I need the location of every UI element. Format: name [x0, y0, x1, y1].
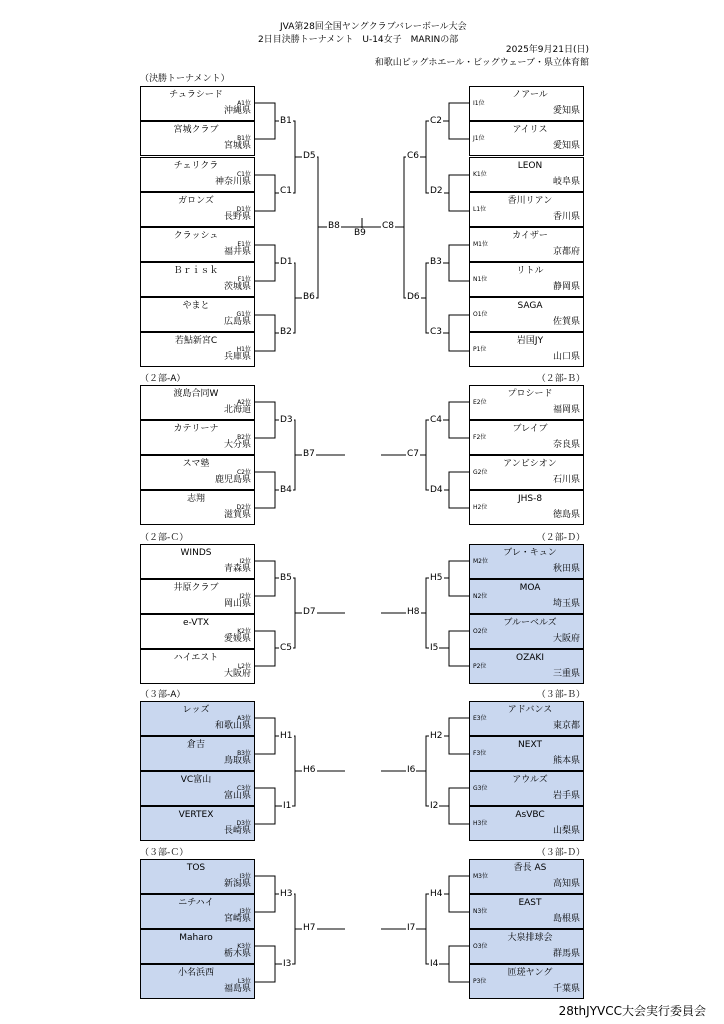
team-box: [469, 297, 584, 332]
match-label: B8: [328, 221, 340, 231]
match-label: B7: [303, 449, 315, 459]
seed-label: M1位: [473, 241, 488, 248]
team-box: [469, 455, 584, 490]
team-prefecture: 群馬県: [552, 949, 580, 959]
match-label: I6: [407, 765, 416, 775]
team-box: [140, 579, 255, 614]
tournament-title: JVA第28回全国ヤングクラブバレーボール大会: [280, 22, 467, 32]
team-box: [140, 771, 255, 806]
team-name: OZAKI: [516, 653, 544, 663]
seed-label: H1位: [236, 346, 251, 353]
team-prefecture: 京都府: [552, 247, 580, 257]
seed-label: M3位: [473, 873, 488, 880]
team-prefecture: 福井県: [223, 247, 251, 257]
team-prefecture: 神奈川県: [214, 177, 251, 187]
match-label: C7: [407, 449, 420, 459]
seed-label: D3位: [236, 820, 251, 827]
team-name: アイリス: [512, 125, 548, 135]
match-label: I5: [430, 643, 439, 653]
team-box: [140, 192, 255, 227]
team-name: ガロンズ: [178, 196, 214, 206]
team-prefecture: 宮城県: [223, 141, 251, 151]
team-name: ブレイブ: [512, 424, 548, 434]
match-label: C8: [382, 221, 395, 231]
team-prefecture: 長崎県: [223, 826, 251, 836]
seed-label: I2位: [239, 558, 251, 565]
seed-label: K3位: [237, 943, 251, 950]
team-name: 香川リアン: [507, 196, 553, 206]
team-prefecture: 山梨県: [552, 826, 580, 836]
seed-label: B3位: [237, 750, 251, 757]
seed-label: B2位: [237, 434, 251, 441]
team-box: [140, 894, 255, 929]
team-name: スマ塾: [182, 459, 210, 469]
team-box: [140, 859, 255, 894]
team-box: [469, 121, 584, 156]
team-prefecture: 静岡県: [552, 282, 580, 292]
team-name: 倉吉: [186, 740, 205, 750]
team-box: [469, 86, 584, 121]
team-box: [140, 262, 255, 297]
match-label: B6: [303, 292, 315, 302]
match-label: D5: [303, 151, 316, 161]
team-box: [140, 86, 255, 121]
team-box: [469, 544, 584, 579]
team-name: プロシード: [507, 389, 553, 399]
seed-label: P1位: [473, 346, 487, 353]
team-name: カテリーナ: [173, 424, 219, 434]
seed-label: A3位: [237, 715, 251, 722]
team-box: [140, 649, 255, 684]
match-label: B2: [280, 327, 292, 337]
team-prefecture: 愛媛県: [223, 634, 251, 644]
organizer-footer: 28thJYVCC大会実行委員会: [558, 1004, 706, 1018]
team-prefecture: 滋賀県: [223, 510, 251, 520]
match-label: I4: [430, 959, 439, 969]
seed-label: J1位: [473, 135, 485, 142]
match-label: B3: [430, 257, 442, 267]
team-name: WINDS: [180, 548, 212, 558]
event-venue: 和歌山ビッグホエール・ビッグウェーブ・県立体育館: [374, 58, 589, 68]
team-prefecture: 奈良県: [552, 440, 580, 450]
match-label: I3: [283, 959, 292, 969]
seed-label: P3位: [473, 978, 487, 985]
team-prefecture: 福岡県: [552, 405, 580, 415]
team-name: NEXT: [518, 740, 542, 750]
team-box: [469, 649, 584, 684]
team-name: e-VTX: [182, 618, 210, 628]
team-prefecture: 沖縄県: [223, 106, 251, 116]
team-prefecture: 福島県: [223, 984, 251, 994]
team-box: [140, 157, 255, 192]
team-prefecture: 高知県: [552, 879, 580, 889]
team-prefecture: 富山県: [223, 791, 251, 801]
team-name: チェリクラ: [173, 161, 219, 171]
team-prefecture: 栃木県: [223, 949, 251, 959]
seed-label: O2位: [473, 628, 488, 635]
section-label-div3a: （３部-A）: [140, 690, 186, 700]
team-prefecture: 熊本県: [552, 756, 580, 766]
match-label: H4: [430, 889, 443, 899]
team-prefecture: 三重県: [552, 669, 580, 679]
team-box: [140, 806, 255, 841]
team-name: ブレ・キュン: [503, 548, 557, 558]
team-name: ハイエスト: [173, 653, 219, 663]
match-label: B9: [354, 228, 366, 238]
match-label: I7: [407, 923, 416, 933]
team-box: [469, 490, 584, 525]
team-prefecture: 東京都: [552, 721, 580, 731]
team-box: [469, 262, 584, 297]
team-box: [469, 736, 584, 771]
team-name: 香長 AS: [513, 863, 547, 873]
match-label: B1: [280, 116, 292, 126]
team-box: [469, 385, 584, 420]
team-name: ブルーベルズ: [503, 618, 557, 628]
seed-label: J3位: [239, 908, 251, 915]
team-box: [140, 544, 255, 579]
seed-label: D1位: [236, 206, 251, 213]
team-box: [469, 192, 584, 227]
team-name: Maharo: [179, 933, 213, 943]
match-label: C3: [430, 327, 443, 337]
team-box: [469, 806, 584, 841]
team-name: Ｂｒｉｓｋ: [173, 266, 219, 276]
match-label: D2: [430, 186, 443, 196]
team-box: [140, 420, 255, 455]
team-box: [469, 894, 584, 929]
team-name: 若鮎新宮C: [174, 336, 218, 346]
team-name: EAST: [518, 898, 542, 908]
team-box: [140, 385, 255, 420]
team-name: 渡島合同W: [173, 389, 219, 399]
team-name: 大泉排球会: [507, 933, 553, 943]
team-box: [140, 736, 255, 771]
seed-label: G1位: [236, 311, 251, 318]
team-name: VC富山: [180, 775, 212, 785]
team-box: [140, 701, 255, 736]
team-prefecture: 広島県: [223, 317, 251, 327]
section-label-main: （決勝トーナメント）: [140, 74, 230, 84]
seed-label: G2位: [473, 469, 488, 476]
team-prefecture: 鳥取県: [223, 756, 251, 766]
match-label: C2: [430, 116, 443, 126]
team-name: 志翔: [186, 494, 205, 504]
section-label-div2d: （２部-Ｄ）: [536, 533, 585, 543]
team-prefecture: 岡山県: [223, 599, 251, 609]
section-label-div3c: （３部-Ｃ）: [140, 848, 189, 858]
seed-label: M2位: [473, 558, 488, 565]
team-prefecture: 大阪府: [223, 669, 251, 679]
seed-label: C3位: [236, 785, 251, 792]
team-box: [140, 929, 255, 964]
team-box: [469, 929, 584, 964]
seed-label: A2位: [237, 399, 251, 406]
seed-label: C1位: [236, 171, 251, 178]
seed-label: C2位: [236, 469, 251, 476]
team-prefecture: 岩手県: [552, 791, 580, 801]
team-box: [469, 332, 584, 367]
team-prefecture: 岐阜県: [552, 177, 580, 187]
section-label-div2c: （２部-Ｃ）: [140, 533, 189, 543]
team-box: [469, 771, 584, 806]
seed-label: H3位: [473, 820, 488, 827]
section-label-div2b: （２部-Ｂ）: [536, 374, 585, 384]
match-label: D1: [280, 257, 293, 267]
team-prefecture: 秋田県: [552, 564, 580, 574]
seed-label: L1位: [473, 206, 487, 213]
seed-label: G3位: [473, 785, 488, 792]
team-prefecture: 鹿児島県: [214, 475, 251, 485]
seed-label: O1位: [473, 311, 488, 318]
team-name: チュラシード: [169, 90, 223, 100]
team-box: [469, 157, 584, 192]
team-name: 岩国JY: [516, 336, 544, 346]
team-prefecture: 徳島県: [552, 510, 580, 520]
team-name: 井原クラブ: [173, 583, 219, 593]
seed-label: D2位: [236, 504, 251, 511]
team-name: 匝瑳ヤング: [507, 968, 553, 978]
match-label: H7: [303, 923, 316, 933]
match-label: C5: [280, 643, 293, 653]
match-label: H8: [407, 607, 420, 617]
seed-label: E3位: [473, 715, 487, 722]
team-box: [469, 614, 584, 649]
match-label: C1: [280, 186, 293, 196]
seed-label: N3位: [473, 908, 488, 915]
team-prefecture: 和歌山県: [214, 721, 251, 731]
team-box: [469, 420, 584, 455]
team-name: アドバンス: [507, 705, 553, 715]
team-box: [140, 490, 255, 525]
team-box: [140, 455, 255, 490]
seed-label: K1位: [473, 171, 487, 178]
team-box: [469, 701, 584, 736]
team-prefecture: 愛知県: [552, 106, 580, 116]
team-name: アウルズ: [512, 775, 548, 785]
match-label: D3: [280, 415, 293, 425]
team-prefecture: 青森県: [223, 564, 251, 574]
team-prefecture: 千葉県: [552, 984, 580, 994]
match-label: D6: [407, 292, 420, 302]
seed-label: F2位: [473, 434, 487, 441]
seed-label: O3位: [473, 943, 488, 950]
match-label: C4: [430, 415, 443, 425]
seed-label: N1位: [473, 276, 488, 283]
team-name: ノアール: [512, 90, 548, 100]
team-name: レッズ: [182, 705, 210, 715]
match-label: H1: [280, 731, 293, 741]
team-name: AsVBC: [515, 810, 545, 820]
team-name: TOS: [186, 863, 206, 873]
tournament-subtitle: 2日目決勝トーナメント U-14女子 MARINの部: [258, 35, 459, 45]
seed-label: J2位: [239, 593, 251, 600]
team-box: [140, 332, 255, 367]
seed-label: N2位: [473, 593, 488, 600]
match-label: D4: [430, 485, 443, 495]
team-prefecture: 大阪府: [552, 634, 580, 644]
team-name: やまと: [182, 301, 210, 311]
match-label: B4: [280, 485, 292, 495]
seed-label: E1位: [237, 241, 251, 248]
team-name: MOA: [519, 583, 541, 593]
team-name: ニチハイ: [178, 898, 214, 908]
team-name: VERTEX: [178, 810, 214, 820]
team-prefecture: 新潟県: [223, 879, 251, 889]
seed-label: E2位: [473, 399, 487, 406]
team-name: SAGA: [517, 301, 543, 311]
team-name: LEON: [517, 161, 543, 171]
team-prefecture: 島根県: [552, 914, 580, 924]
seed-label: K2位: [237, 628, 251, 635]
team-prefecture: 佐賀県: [552, 317, 580, 327]
team-name: 宮城クラブ: [173, 125, 219, 135]
match-label: H6: [303, 765, 316, 775]
team-name: 小名浜西: [177, 968, 214, 978]
seed-label: I1位: [473, 100, 485, 107]
team-box: [469, 227, 584, 262]
team-prefecture: 香川県: [552, 212, 580, 222]
seed-label: F1位: [237, 276, 251, 283]
team-prefecture: 茨城県: [223, 282, 251, 292]
team-prefecture: 石川県: [552, 475, 580, 485]
team-name: アンビシオン: [503, 459, 557, 469]
team-box: [469, 964, 584, 999]
team-prefecture: 宮崎県: [223, 914, 251, 924]
section-label-div2a: （２部-A）: [140, 374, 186, 384]
match-label: I2: [430, 801, 439, 811]
seed-label: B1位: [237, 135, 251, 142]
match-label: B5: [280, 573, 292, 583]
team-prefecture: 愛知県: [552, 141, 580, 151]
team-prefecture: 北海道: [223, 405, 251, 415]
match-label: I1: [283, 801, 292, 811]
seed-label: A1位: [237, 100, 251, 107]
team-name: クラッシュ: [173, 231, 219, 241]
team-name: リトル: [516, 266, 544, 276]
match-label: C6: [407, 151, 420, 161]
seed-label: F3位: [473, 750, 487, 757]
team-box: [140, 614, 255, 649]
team-name: カイザー: [512, 231, 548, 241]
team-box: [140, 227, 255, 262]
seed-label: L2位: [237, 663, 251, 670]
team-box: [469, 859, 584, 894]
section-label-div3b: （３部-Ｂ）: [536, 690, 585, 700]
team-prefecture: 長野県: [223, 212, 251, 222]
team-prefecture: 兵庫県: [223, 352, 251, 362]
match-label: H2: [430, 731, 443, 741]
match-label: H5: [430, 573, 443, 583]
match-label: D7: [303, 607, 316, 617]
team-prefecture: 大分県: [223, 440, 251, 450]
seed-label: H2位: [473, 504, 488, 511]
match-label: H3: [280, 889, 293, 899]
event-date: 2025年9月21日(日): [505, 45, 589, 55]
section-label-div3d: （３部-Ｄ）: [536, 848, 585, 858]
team-box: [140, 121, 255, 156]
team-prefecture: 山口県: [552, 352, 580, 362]
team-box: [140, 297, 255, 332]
seed-label: L3位: [237, 978, 251, 985]
seed-label: P2位: [473, 663, 487, 670]
team-box: [140, 964, 255, 999]
team-box: [469, 579, 584, 614]
seed-label: I3位: [239, 873, 251, 880]
team-name: JHS-8: [517, 494, 543, 504]
team-prefecture: 埼玉県: [552, 599, 580, 609]
